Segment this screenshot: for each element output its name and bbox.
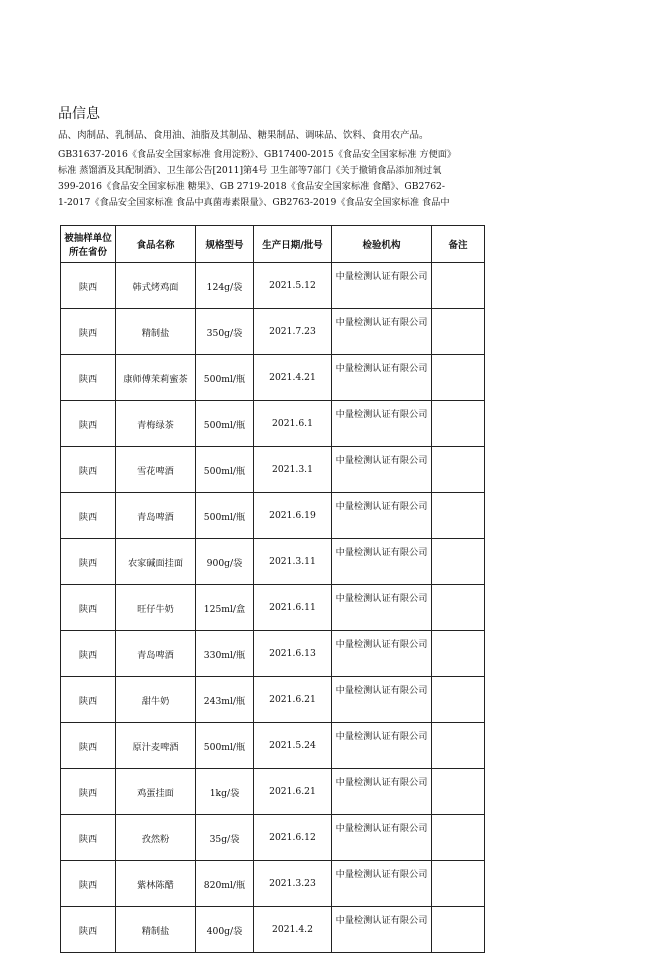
sampling-results-table <box>60 225 485 953</box>
cell-spec: 350g/袋 <box>196 309 254 355</box>
cell-spec: 500ml/瓶 <box>196 723 254 769</box>
cell-food-name: 青梅绿茶 <box>116 401 196 447</box>
cell-org: 中量检测认证有限公司 <box>332 861 432 907</box>
cell-date: 2021.6.21 <box>254 769 332 815</box>
cell-spec: 820ml/瓶 <box>196 861 254 907</box>
cell-food-name: 雪花啤酒 <box>116 447 196 493</box>
cell-province: 陕西 <box>61 263 116 309</box>
cell-org: 中量检测认证有限公司 <box>332 493 432 539</box>
cell-date: 2021.3.23 <box>254 861 332 907</box>
cell-date: 2021.5.24 <box>254 723 332 769</box>
cell-org: 中量检测认证有限公司 <box>332 309 432 355</box>
cell-province: 陕西 <box>61 401 116 447</box>
cell-org: 中量检测认证有限公司 <box>332 907 432 953</box>
table-row <box>61 355 485 401</box>
cell-org: 中量检测认证有限公司 <box>332 263 432 309</box>
cell-food-name: 韩式烤鸡面 <box>116 263 196 309</box>
cell-food-name: 鸡蛋挂面 <box>116 769 196 815</box>
table-row <box>61 539 485 585</box>
cell-org: 中量检测认证有限公司 <box>332 723 432 769</box>
table-row <box>61 769 485 815</box>
cell-province: 陕西 <box>61 677 116 723</box>
food-categories: 品、肉制品、乳制品、食用油、油脂及其制品、糖果制品、调味品、饮料、食用农产品。 <box>58 130 429 141</box>
table-header-row <box>61 226 485 263</box>
cell-date: 2021.3.11 <box>254 539 332 585</box>
cell-date: 2021.6.13 <box>254 631 332 677</box>
cell-note <box>432 815 485 861</box>
cell-spec: 243ml/瓶 <box>196 677 254 723</box>
cell-spec: 500ml/瓶 <box>196 355 254 401</box>
cell-date: 2021.3.1 <box>254 447 332 493</box>
cell-date: 2021.6.19 <box>254 493 332 539</box>
standards-line-4: 1-2017《食品安全国家标准 食品中真菌毒素限量》、GB2763-2019《食品安全国家标准 食品中 <box>58 197 450 208</box>
cell-province: 陕西 <box>61 907 116 953</box>
cell-province: 陕西 <box>61 585 116 631</box>
cell-food-name: 旺仔牛奶 <box>116 585 196 631</box>
cell-province: 陕西 <box>61 309 116 355</box>
cell-spec: 500ml/瓶 <box>196 401 254 447</box>
cell-org: 中量检测认证有限公司 <box>332 677 432 723</box>
cell-province: 陕西 <box>61 447 116 493</box>
cell-note <box>432 539 485 585</box>
cell-province: 陕西 <box>61 355 116 401</box>
cell-date: 2021.4.2 <box>254 907 332 953</box>
cell-food-name: 精制盐 <box>116 309 196 355</box>
header-spec: 规格型号 <box>196 226 254 263</box>
cell-note <box>432 401 485 447</box>
cell-note <box>432 769 485 815</box>
standards-line-3: 399-2016《食品安全国家标准 糖果》、GB 2719-2018《食品安全国家标准 食醋》、GB2762- <box>58 181 445 192</box>
cell-note <box>432 493 485 539</box>
cell-spec: 500ml/瓶 <box>196 447 254 493</box>
cell-spec: 400g/袋 <box>196 907 254 953</box>
cell-org: 中量检测认证有限公司 <box>332 769 432 815</box>
cell-province: 陕西 <box>61 631 116 677</box>
cell-note <box>432 447 485 493</box>
header-date: 生产日期/批号 <box>254 226 332 263</box>
cell-org: 中量检测认证有限公司 <box>332 631 432 677</box>
cell-date: 2021.4.21 <box>254 355 332 401</box>
table-row <box>61 677 485 723</box>
cell-org: 中量检测认证有限公司 <box>332 585 432 631</box>
table-row <box>61 263 485 309</box>
table-row <box>61 631 485 677</box>
standards-line-2: 标准 蒸馏酒及其配制酒》、卫生部公告[2011]第4号 卫生部等7部门《关于撤销食品添加剂过氧 <box>58 165 442 176</box>
cell-date: 2021.5.12 <box>254 263 332 309</box>
header-province: 被抽样单位所在省份 <box>61 226 116 263</box>
cell-date: 2021.7.23 <box>254 309 332 355</box>
cell-note <box>432 263 485 309</box>
table-row <box>61 493 485 539</box>
cell-food-name: 紫林陈醋 <box>116 861 196 907</box>
cell-province: 陕西 <box>61 815 116 861</box>
table-row <box>61 815 485 861</box>
cell-note <box>432 907 485 953</box>
table-row <box>61 401 485 447</box>
cell-date: 2021.6.1 <box>254 401 332 447</box>
cell-food-name: 精制盐 <box>116 907 196 953</box>
cell-note <box>432 861 485 907</box>
cell-spec: 330ml/瓶 <box>196 631 254 677</box>
cell-food-name: 农家碱面挂面 <box>116 539 196 585</box>
cell-province: 陕西 <box>61 861 116 907</box>
cell-spec: 35g/袋 <box>196 815 254 861</box>
cell-food-name: 孜然粉 <box>116 815 196 861</box>
cell-province: 陕西 <box>61 493 116 539</box>
cell-date: 2021.6.21 <box>254 677 332 723</box>
table-row <box>61 585 485 631</box>
cell-note <box>432 585 485 631</box>
cell-date: 2021.6.12 <box>254 815 332 861</box>
table-row <box>61 861 485 907</box>
table-row <box>61 447 485 493</box>
page-title: 品信息 <box>58 106 100 122</box>
header-org: 检验机构 <box>332 226 432 263</box>
cell-food-name: 甜牛奶 <box>116 677 196 723</box>
header-food-name: 食品名称 <box>116 226 196 263</box>
cell-org: 中量检测认证有限公司 <box>332 447 432 493</box>
cell-province: 陕西 <box>61 723 116 769</box>
cell-note <box>432 355 485 401</box>
cell-spec: 500ml/瓶 <box>196 493 254 539</box>
cell-spec: 125ml/盒 <box>196 585 254 631</box>
cell-food-name: 原汁麦啤酒 <box>116 723 196 769</box>
table-row <box>61 309 485 355</box>
table-row <box>61 907 485 953</box>
standards-line-1: GB31637-2016《食品安全国家标准 食用淀粉》、GB17400-2015《食品安全国家标准 方便面》 <box>58 149 457 160</box>
cell-org: 中量检测认证有限公司 <box>332 355 432 401</box>
cell-org: 中量检测认证有限公司 <box>332 815 432 861</box>
header-note: 备注 <box>432 226 485 263</box>
cell-spec: 124g/袋 <box>196 263 254 309</box>
cell-note <box>432 309 485 355</box>
cell-date: 2021.6.11 <box>254 585 332 631</box>
cell-province: 陕西 <box>61 539 116 585</box>
cell-food-name: 青岛啤酒 <box>116 631 196 677</box>
cell-province: 陕西 <box>61 769 116 815</box>
cell-note <box>432 631 485 677</box>
cell-food-name: 康师傅茉莉蜜茶 <box>116 355 196 401</box>
cell-note <box>432 723 485 769</box>
cell-org: 中量检测认证有限公司 <box>332 539 432 585</box>
cell-spec: 900g/袋 <box>196 539 254 585</box>
cell-org: 中量检测认证有限公司 <box>332 401 432 447</box>
table-row <box>61 723 485 769</box>
cell-spec: 1kg/袋 <box>196 769 254 815</box>
cell-food-name: 青岛啤酒 <box>116 493 196 539</box>
cell-note <box>432 677 485 723</box>
